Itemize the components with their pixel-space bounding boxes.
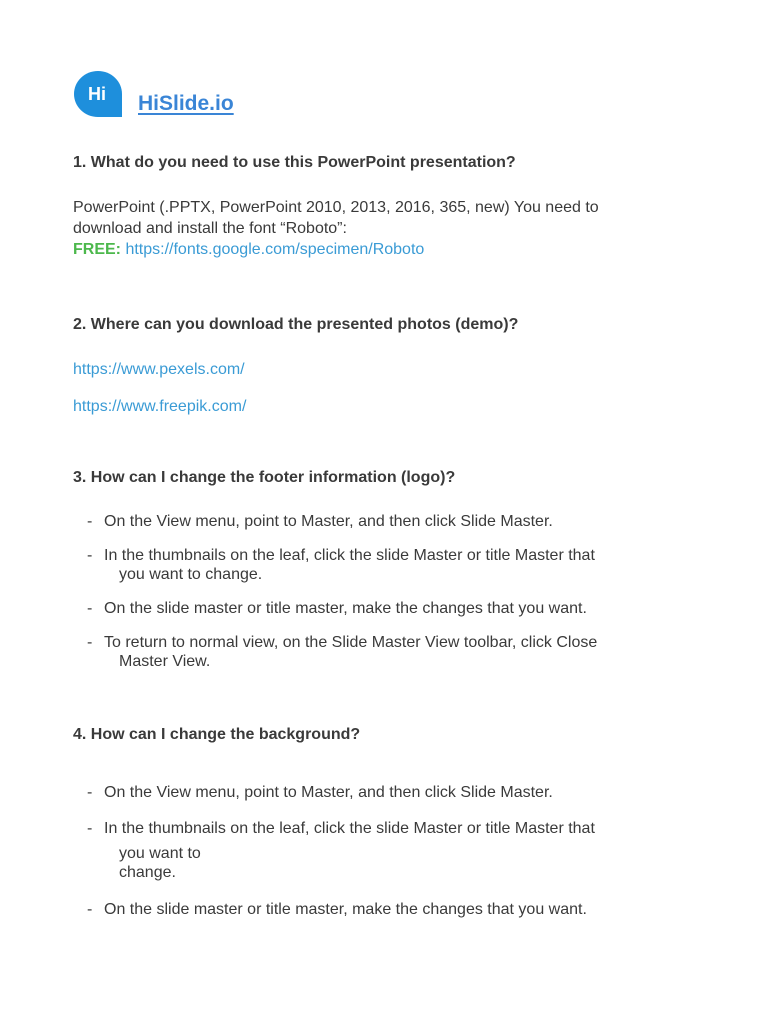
brand-link[interactable]: HiSlide.io (138, 92, 234, 115)
question-2-heading: 2. Where can you download the presented photos (demo)? (73, 316, 519, 333)
list-item: - On the slide master or title master, make the changes that you want. (87, 901, 587, 918)
answer-1-line-1: PowerPoint (.PPTX, PowerPoint 2010, 2013, 2016, 365, new) You need to (73, 199, 599, 216)
list-item: - On the View menu, point to Master, and then click Slide Master. (87, 513, 553, 530)
freepik-link[interactable]: https://www.freepik.com/ (73, 398, 247, 415)
question-1-heading: 1. What do you need to use this PowerPoint presentation? (73, 154, 516, 171)
answer-1-line-2: download and install the font “Roboto”: (73, 220, 347, 237)
free-label: FREE: (73, 241, 121, 258)
question-3-heading: 3. How can I change the footer information (logo)? (73, 469, 456, 486)
hislide-logo (73, 70, 123, 120)
chat-bubble-logo-icon (73, 70, 123, 120)
question-1-answer (73, 197, 693, 260)
free-font-row (73, 239, 693, 260)
question-4-heading: 4. How can I change the background? (73, 726, 361, 743)
list-item: - On the slide master or title master, make the changes that you want. (87, 600, 587, 617)
list-item: - In the thumbnails on the leaf, click the slide Master or title Master that you want to change. (87, 820, 595, 881)
roboto-font-link[interactable]: https://fonts.google.com/specimen/Roboto (125, 241, 425, 258)
list-item: - In the thumbnails on the leaf, click the slide Master or title Master that you want to change. (87, 547, 595, 583)
pexels-link[interactable]: https://www.pexels.com/ (73, 361, 245, 378)
list-item: - To return to normal view, on the Slide Master View toolbar, click Close Master View. (87, 634, 598, 670)
list-item: - On the View menu, point to Master, and then click Slide Master. (87, 784, 553, 801)
logo-badge-text: Hi (88, 84, 106, 104)
